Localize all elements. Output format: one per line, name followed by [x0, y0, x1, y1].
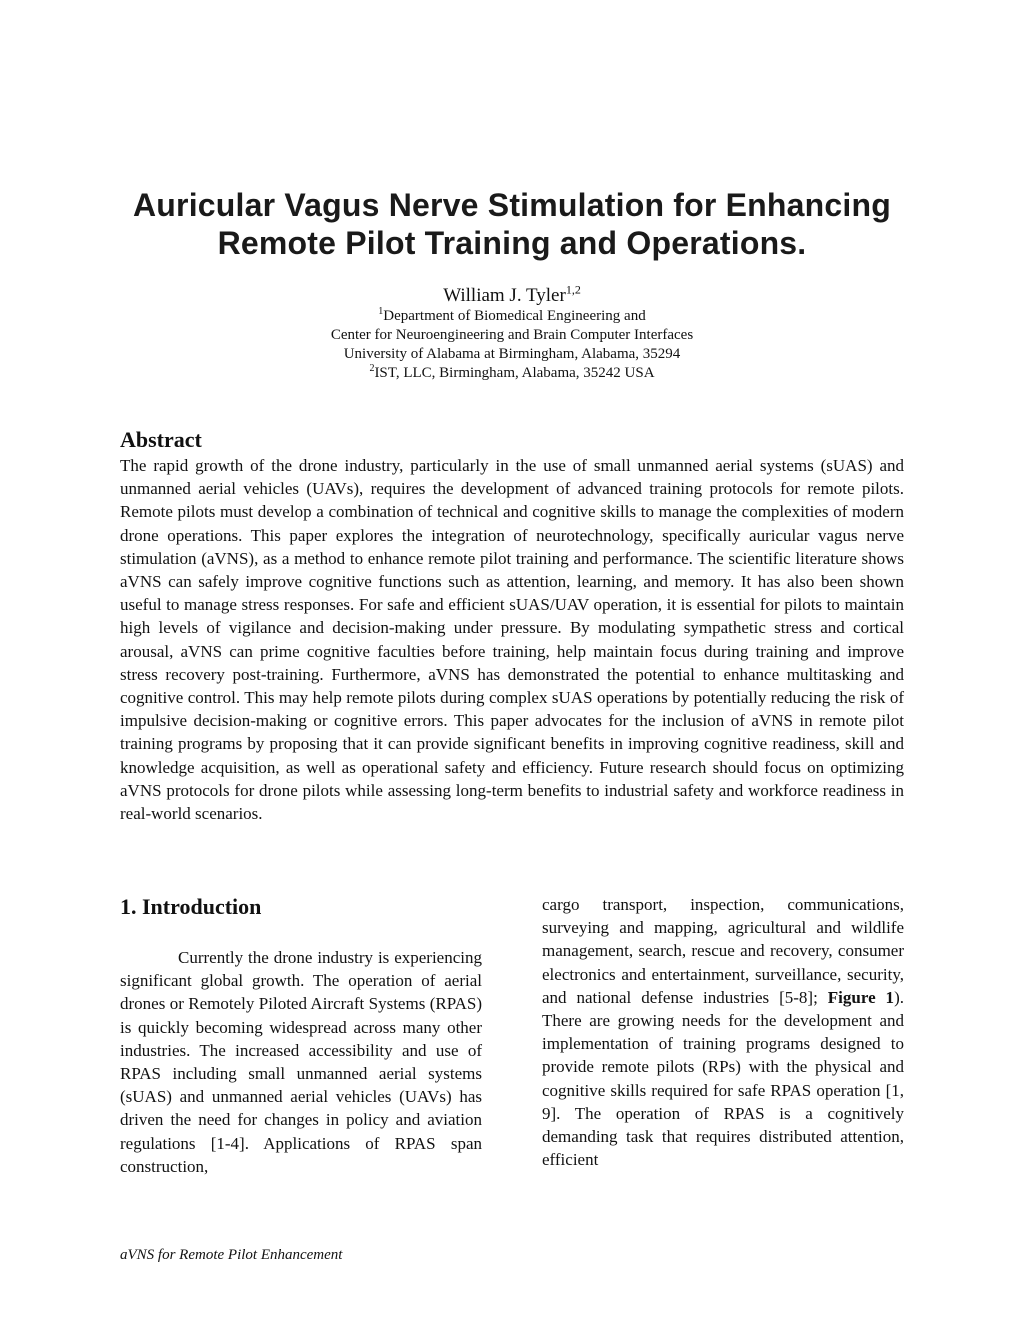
affiliation-1-university: University of Alabama at Birmingham, Alabama, 35294: [343, 346, 681, 362]
abstract-body: The rapid growth of the drone industry, particularly in the use of small unmanned aerial systems (sUAS) and unmanned aerial vehicles (UAVs), requires the development of advanced training protocols for remote pilots. Remote pilots must develop a combination of technical and cognitive skills to manage the complexities of modern drone operations. This paper explores the integration of neurotechnology, specifically auricular vagus nerve stimulation (aVNS), as a method to enhance remote pilot training and performance. The scientific literature shows aVNS can safely improve cognitive functions such as attention, learning, and memory. It has also been shown useful to manage stress responses. For safe and efficient sUAS/UAV operation, it is essential for pilots to maintain high levels of vigilance and decision-making under pressure. By modulating sympathetic stress and cortical arousal, aVNS can prime cognitive faculties before training, help maintain focus during training and improve stress recovery post-training. Furthermore, aVNS has demonstrated the potential to enhance multitasking and cognitive control. This may help remote pilots during complex sUAS operations by potentially reducing the risk of impulsive decision-making or cognitive errors. This paper advocates for the inclusion of aVNS in remote pilot training programs by proposing that it can provide significant benefits in improving cognitive readiness, skill and knowledge acquisition, as well as operational safety and efficiency. Future research should focus on optimizing aVNS protocols for drone pilots while assessing long-term benefits to industrial safety and workforce readiness in real-world scenarios.: [120, 456, 904, 824]
introduction-heading: 1. Introduction: [120, 894, 262, 919]
introduction-left-column: Currently the drone industry is experiencing significant global growth. The operation of aerial drones or Remotely Piloted Aircraft Systems (RPAS) is quickly becoming widespread across many other industries. The increased accessibility and use of RPAS including small unmanned aerial systems (sUAS) and unmanned aerial vehicles (UAVs) has driven the need for changes in policy and aviation regulations [1-4]. Applications of RPAS span construction,: [120, 948, 482, 1176]
affiliation-1: $^1$Department of Biomedical Engineering and: [378, 306, 646, 324]
running-footer: aVNS for Remote Pilot Enhancement: [120, 1247, 343, 1263]
introduction-right-column: cargo transport, inspection, communications, surveying and mapping, agricultural and wildlife management, search, rescue and recovery, consumer electronics and entertainment, surveillance, security, and national defense industries [5-8]; Figure 1). There are growing needs for the development and implementation of training programs designed to provide remote pilots (RPs) with the physical and cognitive skills required for safe RPAS operation [1, 9]. The operation of RPAS is a cognitively demanding task that requires distributed attention, efficient: [542, 895, 904, 1170]
paper-title: [120, 186, 904, 262]
title-line-2: Remote Pilot Training and Operations.: [217, 225, 807, 261]
author-superscript: 1,2: [565, 282, 581, 297]
figure-1-reference: Figure 1: [827, 987, 895, 1007]
author-name: William J. Tyler$^{1,2}$: [443, 282, 581, 306]
author-block: [200, 282, 824, 383]
affiliation-2: $^2$IST, LLC, Birmingham, Alabama, 35242 USA: [369, 363, 655, 381]
affiliation-1-center: Center for Neuroengineering and Brain Computer Interfaces: [330, 327, 694, 343]
abstract-heading: Abstract: [120, 427, 202, 452]
title-line-1: Auricular Vagus Nerve Stimulation for Enhancing: [133, 187, 891, 223]
